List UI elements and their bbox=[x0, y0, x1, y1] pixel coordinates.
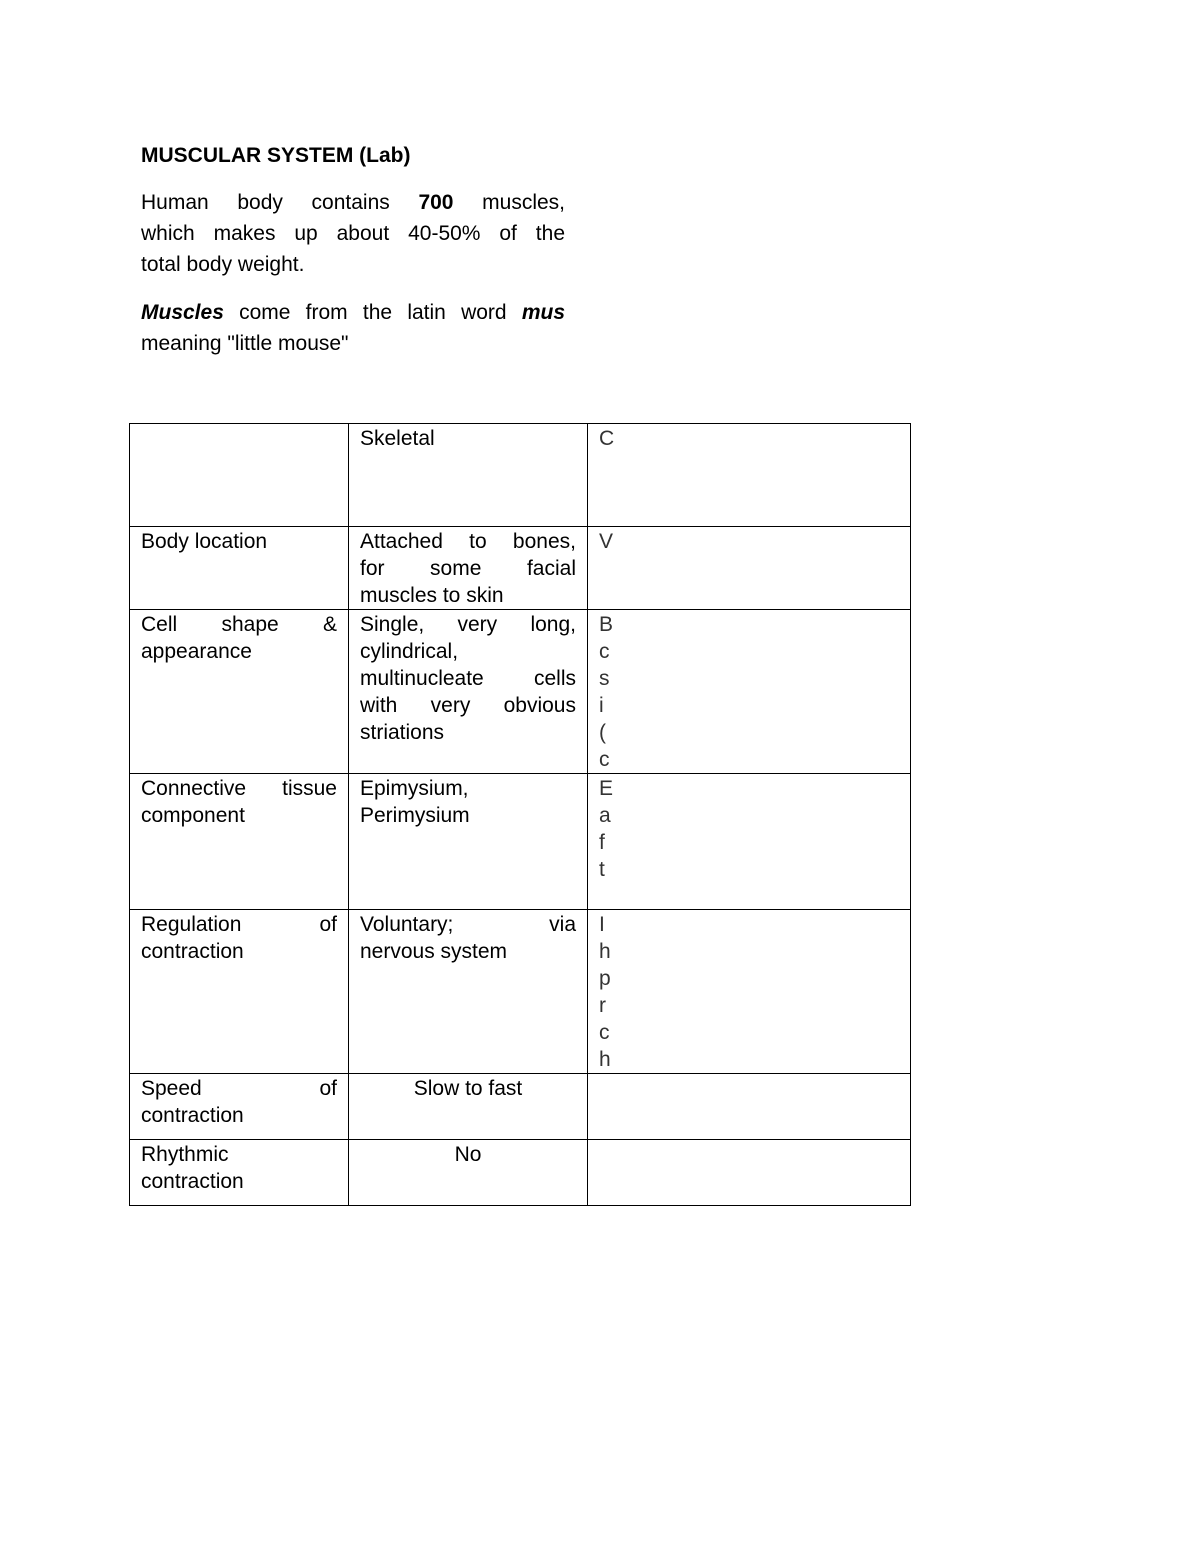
etymology-paragraph bbox=[141, 297, 565, 359]
intro-text: Human body contains bbox=[141, 191, 419, 214]
cell-text-line: striations bbox=[360, 721, 445, 744]
cell-text-line: V bbox=[599, 530, 614, 553]
row-label-line: contraction bbox=[141, 940, 244, 963]
cell-text-line: with very obvious bbox=[360, 694, 576, 717]
row-label-cell bbox=[130, 910, 349, 1074]
row-label-line: appearance bbox=[141, 640, 252, 663]
cell-text-line: Voluntary; via bbox=[360, 913, 576, 936]
muscle-count: 700 bbox=[418, 191, 454, 214]
header-cell-empty bbox=[130, 424, 349, 527]
cell-text-line: t bbox=[599, 858, 605, 881]
skeletal-cell bbox=[349, 610, 588, 774]
skeletal-cell bbox=[349, 910, 588, 1074]
row-label-line: contraction bbox=[141, 1170, 244, 1193]
table-row bbox=[130, 774, 911, 910]
table-row bbox=[130, 527, 911, 610]
table-header-row bbox=[130, 424, 911, 527]
etymology-text: come from the latin word bbox=[223, 301, 522, 324]
row-label-cell bbox=[130, 774, 349, 910]
cell-text-line: muscles to skin bbox=[360, 584, 504, 607]
skeletal-cell bbox=[349, 1140, 588, 1206]
cell-text-line: f bbox=[599, 831, 605, 854]
row-label-cell bbox=[130, 527, 349, 610]
table-row bbox=[130, 910, 911, 1074]
cell-text-line: I bbox=[599, 913, 605, 936]
intro-text: muscles, bbox=[453, 191, 565, 214]
intro-line-3: total body weight. bbox=[141, 253, 305, 276]
cell-text-line: h bbox=[599, 1048, 611, 1071]
row-label-line: Connective tissue bbox=[141, 777, 337, 800]
row-label-line: Regulation of bbox=[141, 913, 337, 936]
term-muscles: Muscles bbox=[141, 301, 224, 324]
cell-text-line: Single, very long, bbox=[360, 613, 576, 636]
next-column-cell bbox=[588, 774, 911, 910]
table-row bbox=[130, 610, 911, 774]
table-row bbox=[130, 1074, 911, 1140]
cell-text-line: c bbox=[599, 1021, 610, 1044]
cell-text-line: multinucleate cells bbox=[360, 667, 576, 690]
cell-text-line: Attached to bones, bbox=[360, 530, 576, 553]
row-label-cell bbox=[130, 1074, 349, 1140]
next-column-cell bbox=[588, 1074, 911, 1140]
next-column-cell bbox=[588, 527, 911, 610]
table-body bbox=[130, 424, 911, 1206]
cell-text-line: Epimysium, bbox=[360, 777, 469, 800]
cell-text-line: No bbox=[454, 1143, 482, 1166]
cell-text-line: h bbox=[599, 940, 611, 963]
row-label-line: Speed of bbox=[141, 1077, 337, 1100]
cell-text-line: a bbox=[599, 804, 611, 827]
row-label-line: contraction bbox=[141, 1104, 244, 1127]
row-label-cell bbox=[130, 1140, 349, 1206]
page-title: MUSCULAR SYSTEM (Lab) bbox=[141, 144, 411, 167]
row-label-line: Cell shape & bbox=[141, 613, 337, 636]
header-cell-skeletal: Skeletal bbox=[349, 424, 588, 527]
cell-text-line: Perimysium bbox=[360, 804, 470, 827]
intro-paragraph bbox=[141, 187, 565, 280]
cell-text-line: p bbox=[599, 967, 611, 990]
row-label-line: Rhythmic bbox=[141, 1143, 229, 1166]
etymology-line-1 bbox=[141, 297, 565, 328]
cell-text-line: B bbox=[599, 613, 614, 636]
row-label-line: Body location bbox=[141, 530, 268, 553]
skeletal-cell bbox=[349, 527, 588, 610]
cell-text-line: i bbox=[599, 694, 604, 717]
next-column-cell bbox=[588, 910, 911, 1074]
cell-text-line: nervous system bbox=[360, 940, 508, 963]
intro-line-1 bbox=[141, 187, 565, 218]
cell-text-line: Slow to fast bbox=[413, 1077, 523, 1100]
next-column-cell bbox=[588, 1140, 911, 1206]
etymology-line-2: meaning "little mouse" bbox=[141, 332, 349, 355]
cell-text-line: c bbox=[599, 748, 610, 771]
intro-line-2: which makes up about 40-50% of the bbox=[141, 222, 565, 245]
row-label-cell bbox=[130, 610, 349, 774]
cell-text-line: E bbox=[599, 777, 614, 800]
term-mus: mus bbox=[521, 301, 565, 324]
skeletal-cell bbox=[349, 1074, 588, 1140]
header-cell-next: C bbox=[588, 424, 911, 527]
cell-text-line: s bbox=[599, 667, 610, 690]
next-column-cell bbox=[588, 610, 911, 774]
cell-text-line: c bbox=[599, 640, 610, 663]
muscle-comparison-table bbox=[129, 423, 911, 1206]
skeletal-cell bbox=[349, 774, 588, 910]
cell-text-line: cylindrical, bbox=[360, 640, 459, 663]
cell-text-line: r bbox=[599, 994, 606, 1017]
row-label-line: component bbox=[141, 804, 245, 827]
table-row bbox=[130, 1140, 911, 1206]
cell-text-line: for some facial bbox=[360, 557, 576, 580]
cell-text-line: ( bbox=[599, 721, 606, 744]
muscle-comparison-table-wrapper bbox=[129, 423, 615, 1211]
